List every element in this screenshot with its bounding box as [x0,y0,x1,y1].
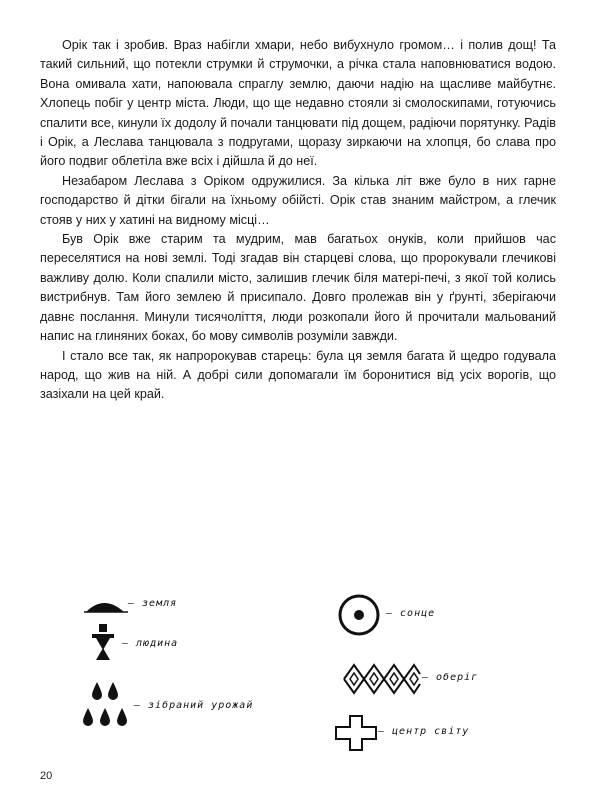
paragraph-4: І стало все так, як напророкував старець: була ця земля багата й щедро годувала народ, що жив на ній. А добрі сили допомагали їм боронитися від усіх ворогів, що зазіхали на цей край. [40,348,556,402]
harvest-symbol-icon [80,680,132,732]
story-text [40,36,556,405]
legend-harvest-label: – зібраний урожай [134,700,254,711]
legend-sun-label: – сонце [386,608,436,619]
paragraph-3: Був Орік вже старим та мудрим, мав багатьох онуків, коли прийшов час переселятися на нові землі. Тоді згадав він старцеві слова, що пророкували глечикові важливу долю. Коли спалили місто, залишив глечик біля матері-печі, з якої той колись вистрибнув. Там його землею й присипало. Довго пролежав він у ґрунті, зберігаючи давнє послання. Минули тисячоліття, люди розкопали його й прочитали мальований напис на глиняних боках, бо мову символів розуміли завжди. [40,232,556,344]
cross-symbol-icon [334,714,378,752]
page-number: 20 [40,770,53,782]
legend-center-label: – центр світу [378,726,470,737]
sun-symbol-icon [336,592,382,638]
paragraph-2: Незабаром Леслава з Оріком одружилися. За кілька літ вже було в них гарне господарство й дітки бігали на їхньому обійсті. Орік став знаним майстром, а глечик стояв у них у хатині на видному місці… [40,173,556,227]
legend-earth-label: – земля [128,598,178,609]
legend-amulet-label: – оберіг [422,672,479,683]
amulet-symbol-icon [340,662,422,696]
legend-person-label: – людина [122,638,179,649]
earth-symbol-icon [84,596,128,616]
person-symbol-icon [90,622,116,662]
paragraph-1: Орік так і зробив. Враз набігли хмари, небо вибухнуло громом… і полив дощ! Та такий сильний, що потекли струмки й струмочки, а річка стала наповнюватися водою. Вона омивала хати, напоювала спраглу землю, даючи надію на щасливе майбутнє. Хлопець побіг у центр міста. Люди, що ще недавно стояли зі смолоскипами, готуючись спалити все, кинули їх додолу й почали танцювати під дощем, радіючи порятунку. Радів і Орік, а Леслава танцювала з подругами, щоразу зиркаючи на хлопця, бо слава про його подвиг облетіла вже всіх і дійшла й до неї. [40,38,556,169]
